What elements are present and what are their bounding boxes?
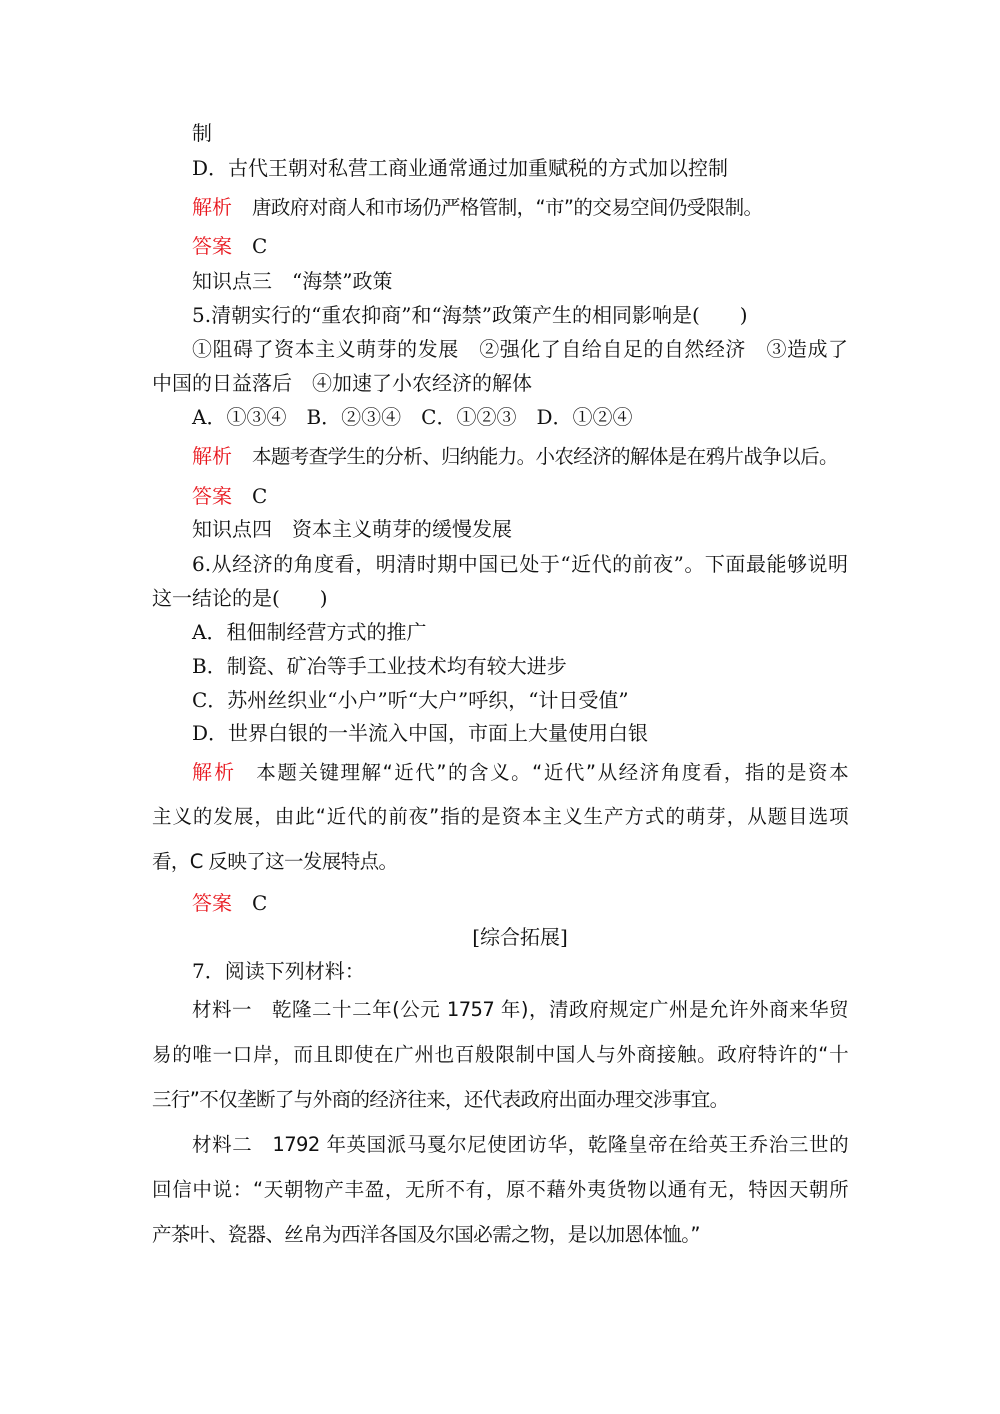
material1-line1: 材料一 乾隆二十二年(公元 1757 年)，清政府规定广州是允许外商来华贸	[192, 998, 848, 1021]
analysis-text: 唐政府对商人和市场仍严格管制，“市”的交易空间仍受限制。	[252, 196, 763, 219]
q4-analysis	[192, 194, 762, 221]
q5-items-line2: 中国的日益落后 ④加速了小农经济的解体	[152, 371, 532, 395]
analysis-label: 解析	[192, 195, 232, 219]
q6-option-d: D．世界白银的一半流入中国，市面上大量使用白银	[192, 721, 649, 745]
analysis-text: 本题关键理解“近代”的含义。“近代”从经济角度看，指的是资本	[256, 761, 848, 784]
q4-option-c-continuation: 制	[192, 121, 212, 145]
answer-label: 答案	[192, 484, 232, 508]
analysis-label: 解析	[192, 760, 237, 784]
material1-line3: 三行”不仅垄断了与外商的经济往来，还代表政府出面办理交涉事宜。	[152, 1088, 729, 1111]
answer-value: C	[252, 891, 268, 915]
q6-option-a: A．租佃制经营方式的推广	[192, 620, 427, 644]
knowledge-point-4: 知识点四 资本主义萌芽的缓慢发展	[192, 517, 512, 541]
material2-line3: 产茶叶、瓷器、丝帛为西洋各国及尔国必需之物，是以加恩体恤。”	[152, 1223, 700, 1246]
q6-stem-line2: 这一结论的是( )	[152, 586, 328, 610]
q6-option-c: C．苏州丝织业“小户”听“大户”呼织，“计日受值”	[192, 688, 629, 712]
q6-analysis-line2: 主义的发展，由此“近代的前夜”指的是资本主义生产方式的萌芽，从题目选项	[152, 805, 848, 828]
q4-answer	[192, 233, 267, 259]
q6-analysis-line3: 看，C 反映了这一发展特点。	[152, 850, 398, 873]
q6-answer	[192, 890, 267, 916]
material2-line2: 回信中说：“天朝物产丰盈，无所不有，原不藉外夷货物以通有无，特因天朝所	[152, 1178, 848, 1201]
q5-stem: 5.清朝实行的“重农抑商”和“海禁”政策产生的相同影响是( )	[192, 303, 748, 327]
answer-value: C	[252, 484, 268, 508]
q5-items-line1: ①阻碍了资本主义萌芽的发展 ②强化了自给自足的自然经济 ③造成了	[192, 337, 848, 361]
answer-label: 答案	[192, 891, 232, 915]
material1-line2: 易的唯一口岸，而且即使在广州也百般限制中国人与外商接触。政府特许的“十	[152, 1043, 848, 1066]
q6-option-b: B．制瓷、矿冶等手工业技术均有较大进步	[192, 654, 567, 678]
answer-value: C	[252, 234, 268, 258]
material2-line1: 材料二 1792 年英国派马戛尔尼使团访华，乾隆皇帝在给英王乔治三世的	[192, 1133, 848, 1156]
q6-analysis-line1	[192, 759, 848, 786]
q5-options: A．①③④ B．②③④ C．①②③ D．①②④	[192, 405, 633, 429]
q6-stem-line1: 6.从经济的角度看，明清时期中国已处于“近代的前夜”。下面最能够说明	[192, 552, 848, 576]
knowledge-point-3: 知识点三 “海禁”政策	[192, 269, 393, 293]
q5-answer	[192, 483, 267, 509]
q7-stem: 7．阅读下列材料：	[192, 959, 365, 983]
section-heading: [综合拓展]	[472, 925, 568, 949]
answer-label: 答案	[192, 234, 232, 258]
q4-option-d: D．古代王朝对私营工商业通常通过加重赋税的方式加以控制	[192, 156, 729, 180]
analysis-text: 本题考查学生的分析、归纳能力。小农经济的解体是在鸦片战争以后。	[252, 445, 838, 468]
analysis-label: 解析	[192, 444, 232, 468]
q5-analysis	[192, 443, 838, 470]
